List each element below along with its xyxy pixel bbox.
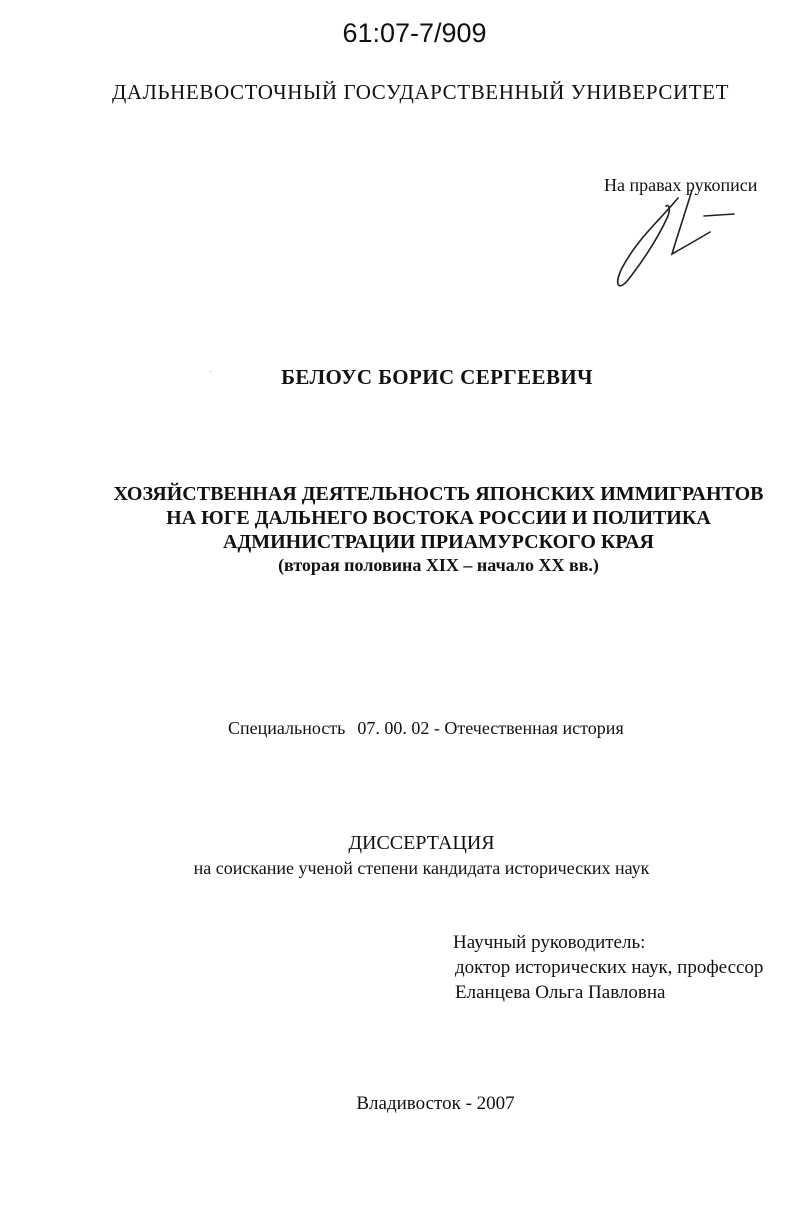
work-type: ДИССЕРТАЦИЯ xyxy=(348,832,495,854)
supervisor-block xyxy=(453,930,763,1005)
dissertation-title xyxy=(0,482,799,576)
signature-mark xyxy=(600,180,750,300)
supervisor-credentials: доктор исторических наук, профессор xyxy=(455,957,764,978)
degree-line: на соискание ученой степени кандидата исторических наук xyxy=(193,858,650,878)
specialty-code: 07. 00. 02 - Отечественная история xyxy=(357,718,624,738)
rights-note: На правах рукописи xyxy=(604,175,758,195)
catalog-code: 61:07-7/909 xyxy=(342,18,487,48)
supervisor-name: Еланцева Ольга Павловна xyxy=(455,982,666,1003)
supervisor-label: Научный руководитель: xyxy=(453,932,646,953)
city-year: Владивосток - 2007 xyxy=(356,1093,515,1114)
title-period: (вторая половина XIX – начало XX вв.) xyxy=(278,555,599,575)
signature-stroke-main xyxy=(618,198,678,286)
university-name: ДАЛЬНЕВОСТОЧНЫЙ ГОСУДАРСТВЕННЫЙ УНИВЕРСИТЕТ xyxy=(111,80,730,104)
signature-stroke-dash xyxy=(704,214,734,216)
title-line-2: НА ЮГЕ ДАЛЬНЕГО ВОСТОКА РОССИИ И ПОЛИТИКА xyxy=(166,507,711,529)
title-line-3: АДМИНИСТРАЦИИ ПРИАМУРСКОГО КРАЯ xyxy=(223,531,654,553)
specialty-line xyxy=(228,718,624,739)
specialty-label: Специальность xyxy=(228,718,346,738)
title-line-1: ХОЗЯЙСТВЕННАЯ ДЕЯТЕЛЬНОСТЬ ЯПОНСКИХ ИММИГРАНТОВ xyxy=(113,483,764,505)
author-name: БЕЛОУС БОРИС СЕРГЕЕВИЧ xyxy=(281,365,593,389)
